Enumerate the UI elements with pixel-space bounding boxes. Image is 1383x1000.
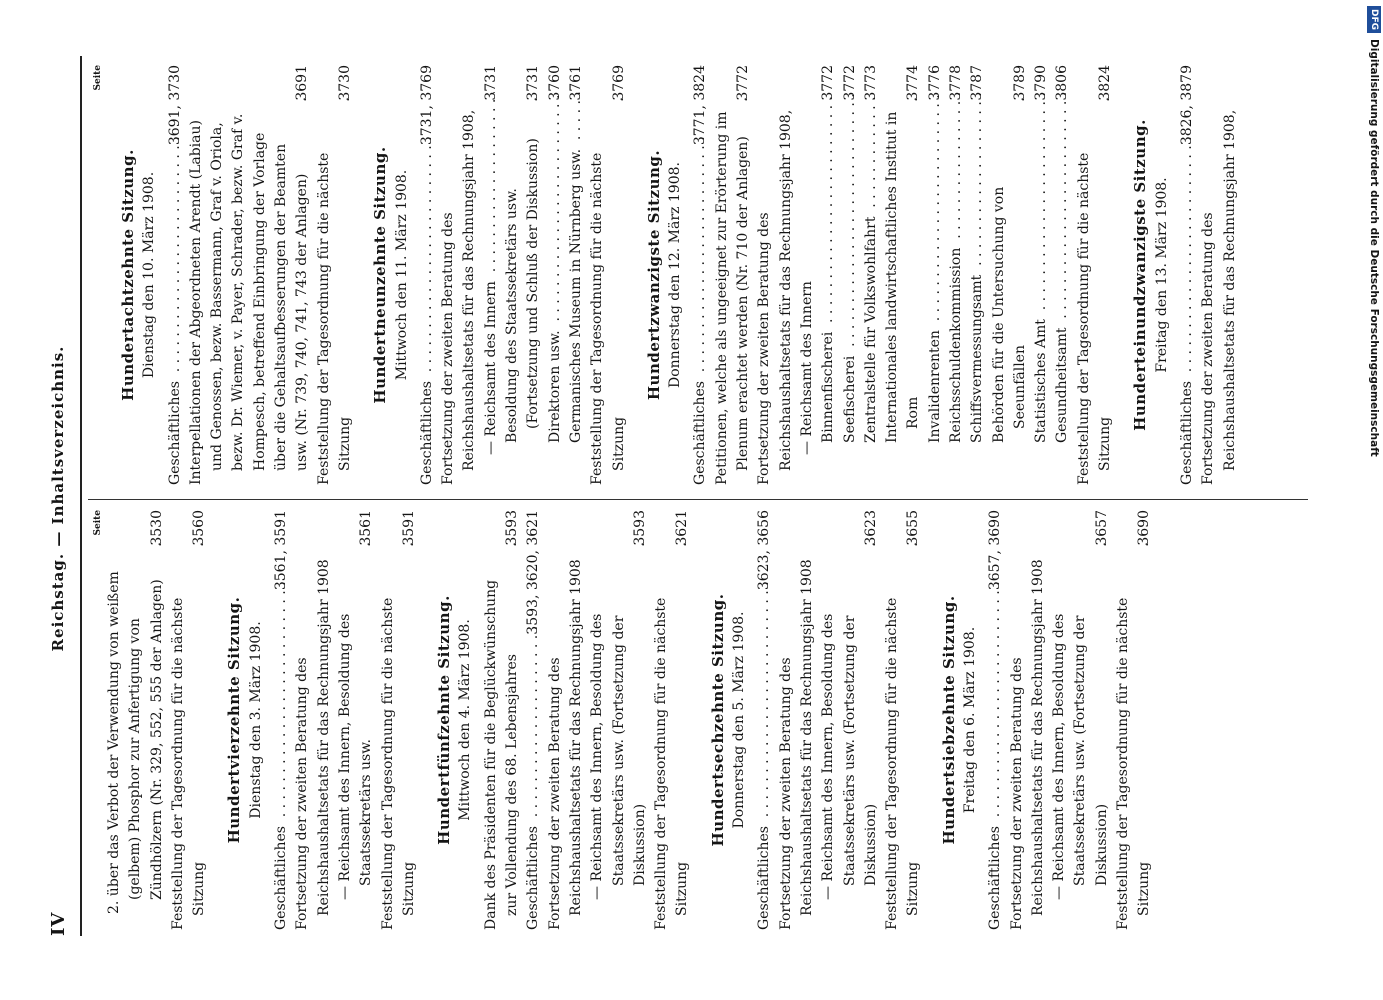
- toc-entry-text: Geschäftliches: [273, 826, 290, 930]
- running-title: Reichstag. — Inhaltsverzeichnis.: [49, 345, 67, 652]
- toc-entry: [1177, 65, 1198, 485]
- toc-entry-text: Feststellung der Tagesordnung für die nächste Sitzung: [1075, 152, 1114, 485]
- toc-entry: [545, 65, 566, 485]
- toc-entry: [861, 65, 882, 485]
- toc-entry-text: Binnenfischerei: [820, 331, 837, 443]
- leader-dots: [946, 92, 967, 243]
- page-reference: 3593, 3620, 3621: [525, 510, 542, 635]
- leader-dots: [165, 136, 186, 376]
- toc-entry: [481, 510, 524, 930]
- leader-dots: [1031, 92, 1052, 314]
- toc-entry: [1031, 65, 1052, 485]
- toc-text: Fortsetzung der zweiten Beratung des Reichshaushaltsetats für das Rechnungsjahr 1908,: [440, 109, 478, 485]
- toc-entry-text: 2. über das Verbot der Verwendung von weißem (gelbem) Phosphor zur Anfertigung von Zündhölzern (Nr. 329, 552, 555 der Anlagen): [106, 571, 165, 914]
- toc-entry-text: Petitionen, welche als ungeeignet zur Erörterung im Plenum erachtet werden (Nr. 710 der Anlagen): [713, 111, 752, 485]
- toc-entry: [335, 510, 378, 930]
- leader-dots: [754, 581, 775, 821]
- toc-entry-text: — Reichsamt des Innern, Besoldung des Staatssekretärs usw.: [336, 613, 375, 900]
- toc-text: Fortsetzung der zweiten Beratung des Reichshaushaltsetats für das Rechnungsjahr 1908,: [1200, 109, 1238, 485]
- page-reference: 3561, 3591: [273, 510, 290, 591]
- toc-entry-text: Besoldung des Staatssekretärs usw. (Fortsetzung und Schluß der Diskussion): [504, 138, 542, 443]
- toc-entry-text: Gesundheitsamt: [1054, 327, 1071, 443]
- toc-entry: [989, 65, 1032, 485]
- toc-entry: [754, 510, 775, 930]
- page-reference: 3761: [567, 65, 584, 101]
- right-column: [92, 65, 1241, 485]
- page-reference: 3789: [1011, 65, 1028, 101]
- toc-text: Fortsetzung der zweiten Beratung des Reichshaushaltsetats für das Rechnungsjahr 1908: [546, 559, 584, 930]
- session-date: Freitag den 13. März 1908.: [1153, 177, 1170, 373]
- toc-entry-text: Feststellung der Tagesordnung für die nächste Sitzung: [169, 597, 208, 930]
- toc-entry: [712, 65, 755, 485]
- toc-entry: [417, 65, 438, 485]
- toc-entry-text: Feststellung der Tagesordnung für die nächste Sitzung: [1115, 597, 1153, 930]
- session-heading: Hundertachtzehnte Sitzung.: [119, 149, 137, 401]
- toc-entry-text: Reichsschuldenkommission: [947, 247, 964, 443]
- toc-entry: [985, 510, 1006, 930]
- toc-entry: [587, 510, 651, 930]
- page-reference: 3593: [631, 510, 648, 546]
- page-reference: 3790: [1033, 65, 1050, 101]
- toc-text: — Reichsamt des Innern: [798, 281, 815, 455]
- page-reference: 3691: [294, 65, 311, 101]
- toc-entry-text: Zentralstelle für Volkswohlfahrt: [862, 216, 879, 443]
- page-reference: 3787: [969, 65, 986, 101]
- toc-entry: [1049, 510, 1113, 930]
- page-reference: 3623, 3656: [756, 510, 773, 591]
- leader-dots: [861, 92, 882, 212]
- toc-entry: [271, 510, 292, 930]
- toc-entry: [882, 510, 925, 930]
- toc-entry-text: — Reichsamt des Innern, Besoldung des Staatssekretärs usw. (Fortsetzung der Diskussion): [589, 613, 648, 900]
- page-reference: 3623: [862, 510, 879, 546]
- page-reference: 3824: [1097, 65, 1114, 101]
- toc-entry: [587, 65, 630, 485]
- toc-entry: [165, 65, 186, 485]
- toc-entry: [1074, 65, 1117, 485]
- toc-entry: [946, 65, 967, 485]
- session-date: Donnerstag den 5. März 1908.: [731, 611, 748, 829]
- toc-entry-text: Schiffsvermessungsamt: [969, 274, 986, 443]
- header-rule: [80, 56, 82, 936]
- session-heading: Hundertsechzehnte Sitzung.: [708, 593, 727, 847]
- leader-dots: [690, 136, 711, 376]
- toc-entry-text: Geschäftliches: [692, 381, 709, 485]
- page-reference: 3530: [148, 510, 165, 546]
- toc-entry: [314, 65, 357, 485]
- toc-entry-text: Feststellung der Tagesordnung für die nächste Sitzung: [884, 597, 922, 930]
- session-date: Donnerstag den 12. März 1908.: [667, 162, 684, 388]
- page-reference: 3776: [926, 65, 943, 101]
- toc-entry: [104, 510, 168, 930]
- dfg-credit-text: Digitalisierung gefördert durch die Deutsche Forschungsgemeinschaft: [1368, 39, 1380, 457]
- leader-dots: [818, 92, 839, 327]
- leader-dots: [417, 136, 438, 376]
- page-reference: 3769: [610, 65, 627, 101]
- seite-label: Seite: [93, 65, 103, 91]
- page-reference: 3560: [191, 510, 208, 546]
- leader-dots: [545, 92, 566, 326]
- toc-entry-text: Behörden für die Untersuchung von Seeunfällen: [990, 186, 1028, 443]
- toc-entry-text: — Reichsamt des Innern, Besoldung des Staatssekretärs usw. (Fortsetzung der Diskussion): [1051, 613, 1110, 900]
- toc-entry-text: Internationales landwirtschaftliches Institut in Rom: [884, 111, 922, 443]
- toc-entry-text: Dank des Präsidenten für die Beglückwünschung zur Vollendung des 68. Lebensjahres: [482, 579, 521, 930]
- leader-dots: [1177, 136, 1198, 376]
- page-reference: 3772: [841, 65, 858, 101]
- leader-dots: [481, 92, 502, 276]
- toc-entry: [186, 65, 314, 485]
- page-reference: 3690: [1136, 510, 1153, 546]
- page-number: IV: [48, 911, 69, 936]
- page-reference: 3773: [862, 65, 879, 101]
- page-reference: 3657, 3690: [987, 510, 1004, 591]
- session-date: Freitag den 6. März 1908.: [961, 626, 978, 814]
- toc-entry-text: Geschäftliches: [525, 826, 542, 930]
- toc-entry: [840, 65, 861, 485]
- leader-dots: [271, 581, 292, 821]
- toc-entry: [523, 510, 544, 930]
- toc-entry: [925, 65, 946, 485]
- toc-entry: [1052, 65, 1073, 485]
- page-reference: 3778: [947, 65, 964, 101]
- dfg-logo-icon: DFG: [1367, 6, 1381, 33]
- page-reference: 3593: [504, 510, 521, 546]
- toc-entry-text: Geschäftliches: [166, 381, 183, 485]
- toc-entry: [481, 65, 502, 485]
- page-reference: 3621: [674, 510, 691, 546]
- page-reference: 3806: [1054, 65, 1071, 101]
- leader-dots: [523, 626, 544, 821]
- toc-entry: [378, 510, 421, 930]
- toc-entry-text: Feststellung der Tagesordnung für die nächste Sitzung: [315, 152, 353, 485]
- session-heading: Hundertvierzehnte Sitzung.: [225, 596, 244, 844]
- page-reference: 3826, 3879: [1178, 65, 1195, 146]
- leader-dots: [840, 92, 861, 351]
- page-reference: 3657: [1093, 510, 1110, 546]
- toc-entry: [168, 510, 211, 930]
- session-date: Dienstag den 3. März 1908.: [247, 621, 264, 819]
- left-column: [92, 510, 1156, 930]
- column-divider: [88, 499, 1308, 500]
- session-heading: Hundertzwanzigste Sitzung.: [644, 149, 663, 401]
- page-reference: 3730: [336, 65, 353, 101]
- page-reference: 3655: [905, 510, 922, 546]
- session-date: Mittwoch den 11. März 1908.: [393, 169, 410, 381]
- toc-entry: [566, 65, 587, 485]
- page-reference: 3772: [735, 65, 752, 101]
- toc-text: Fortsetzung der zweiten Beratung des Reichshaushaltsetats für das Rechnungsjahr 1908: [777, 559, 815, 930]
- page-reference: 3774: [905, 65, 922, 101]
- seite-label: Seite: [93, 510, 103, 536]
- page-reference: 3731: [482, 65, 499, 101]
- toc-entry: [882, 65, 925, 485]
- leader-dots: [925, 92, 946, 325]
- toc-entry-text: Geschäftliches: [756, 826, 773, 930]
- dfg-credit: [1365, 6, 1383, 1000]
- toc-entry-text: — Reichsamt des Innern: [482, 281, 499, 455]
- session-heading: Hundertneunzehnte Sitzung.: [371, 146, 390, 404]
- toc-entry: [690, 65, 711, 485]
- session-heading: Hundertsiebzehnte Sitzung.: [939, 595, 958, 845]
- toc-entry-text: Interpellationen der Abgeordneten Arendt (Labiau) und Genossen, bezw. Bassermann, Graf v. Oriola, bezw. Dr. Wiemer, v. Payer, Schrader, bezw. Graf v. Hompesch, betreffend Einbringung der Vorlage über die Gehaltsaufbesserungen der Beamten usw. (Nr. 739, 740, 741, 743 der Anlagen): [187, 113, 311, 485]
- toc-entry-text: Geschäftliches: [987, 826, 1004, 930]
- leader-dots: [1052, 92, 1073, 323]
- toc-entry-text: Geschäftliches: [418, 381, 435, 485]
- session-heading: Hunderteinundzwanzigste Sitzung.: [1131, 119, 1150, 431]
- toc-entry: [818, 65, 839, 485]
- toc-entry: [967, 65, 988, 485]
- session-date: Mittwoch den 4. März 1908.: [457, 619, 474, 821]
- toc-entry-text: Invalidenrenten: [926, 330, 943, 443]
- page-reference: 3771, 3824: [692, 65, 709, 146]
- toc-entry-text: — Reichsamt des Innern, Besoldung des Staatssekretärs usw. (Fortsetzung der Diskussion): [820, 613, 879, 900]
- toc-entry-text: Statistisches Amt: [1033, 319, 1050, 443]
- toc-entry: [1113, 510, 1156, 930]
- toc-entry: [818, 510, 882, 930]
- page-reference: 3772: [820, 65, 837, 101]
- page-reference: 3591: [400, 510, 417, 546]
- toc-text: Fortsetzung der zweiten Beratung des Reichshaushaltsetats für das Rechnungsjahr 1908: [1008, 559, 1046, 930]
- toc-entry-text: Germanisches Museum in Nürnberg usw.: [567, 148, 584, 443]
- toc-text: Fortsetzung der zweiten Beratung des Reichshaushaltsetats für das Rechnungsjahr 1908: [294, 559, 332, 930]
- session-date: Dienstag den 10. März 1908.: [141, 171, 158, 379]
- page-header: [46, 61, 76, 936]
- leader-dots: [985, 581, 1006, 821]
- leader-dots: [967, 92, 988, 270]
- page-reference: 3760: [546, 65, 563, 101]
- page-reference: 3561: [358, 510, 375, 546]
- page-reference: 3731, 3769: [418, 65, 435, 146]
- session-heading: Hundertfünfzehnte Sitzung.: [435, 595, 454, 845]
- toc-entry-text: Feststellung der Tagesordnung für die nächste Sitzung: [379, 597, 417, 930]
- toc-entry-text: Feststellung der Tagesordnung für die nächste Sitzung: [653, 597, 691, 930]
- toc-text: Fortsetzung der zweiten Beratung des Reichshaushaltsetats für das Rechnungsjahr 1908,: [756, 109, 794, 485]
- toc-entry-text: Feststellung der Tagesordnung für die nächste Sitzung: [589, 152, 627, 485]
- page-reference: 3731: [525, 65, 542, 101]
- toc-entry: [502, 65, 545, 485]
- toc-entry-text: Seefischerei: [841, 355, 858, 443]
- toc-entry-text: Direktoren usw.: [546, 330, 563, 443]
- page-reference: 3691, 3730: [166, 65, 183, 146]
- toc-entry: [651, 510, 694, 930]
- toc-entry-text: Geschäftliches: [1178, 381, 1195, 485]
